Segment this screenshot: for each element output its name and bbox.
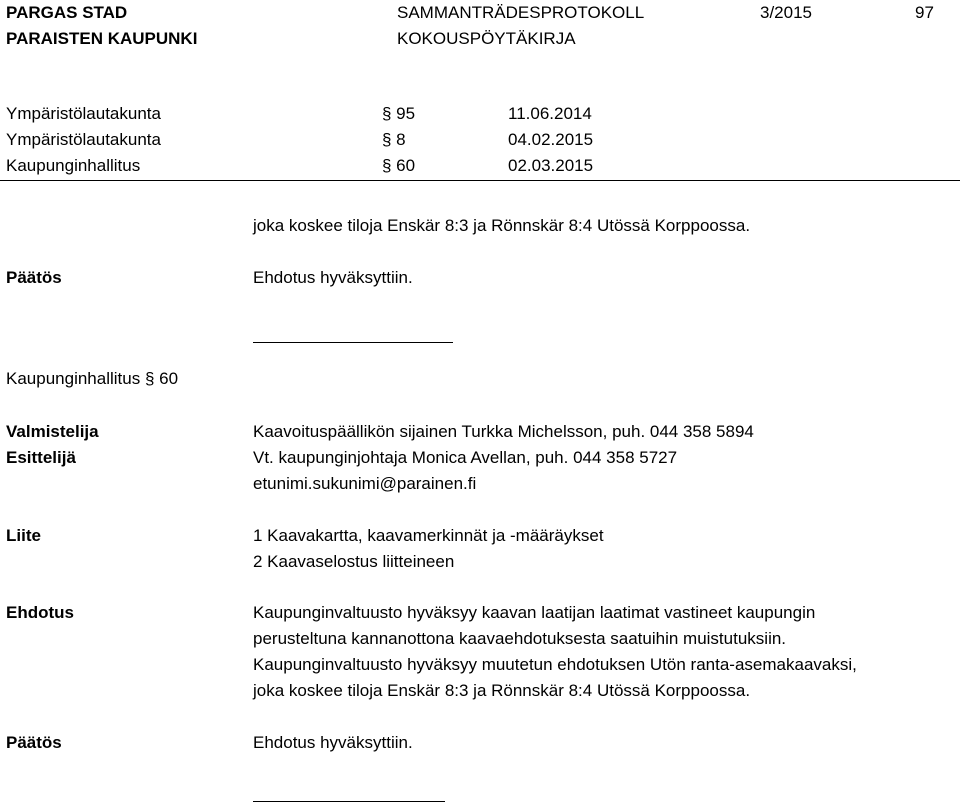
- prev-decision-text: Ehdotus hyväksyttiin.: [253, 268, 413, 287]
- liite-item: 1 Kaavakartta, kaavamerkinnät ja -määräykset: [253, 526, 604, 545]
- org-name-fi: PARGAS STAD: [6, 3, 128, 22]
- history-paragraph: § 8: [382, 130, 406, 149]
- section-title: Kaupunginhallitus § 60: [6, 369, 179, 388]
- page-number: 97: [915, 3, 934, 22]
- esittelija-label: Esittelijä: [6, 448, 76, 467]
- esittelija-text: Vt. kaupunginjohtaja Monica Avellan, puh. 044 358 5727: [253, 448, 678, 467]
- paatos-text: Ehdotus hyväksyttiin.: [253, 733, 413, 752]
- prev-decision-label: Päätös: [6, 268, 62, 287]
- separator-line: [253, 342, 453, 343]
- liite-label: Liite: [6, 526, 41, 545]
- org-name-sv: PARAISTEN KAUPUNKI: [6, 29, 198, 48]
- history-body: Ympäristölautakunta: [6, 104, 161, 123]
- valmistelija-text: Kaavoituspäällikön sijainen Turkka Michelsson, puh. 044 358 5894: [253, 422, 754, 441]
- history-date: 11.06.2014: [508, 104, 592, 123]
- header-divider: [0, 180, 960, 181]
- ehdotus-line: Kaupunginvaltuusto hyväksyy muutetun ehdotuksen Utön ranta-asemakaavaksi,: [253, 655, 857, 674]
- esittelija-email: etunimi.sukunimi@parainen.fi: [253, 474, 477, 493]
- ehdotus-line: perusteltuna kannanottona kaavaehdotuksesta saatuihin muistutuksiin.: [253, 629, 787, 648]
- ehdotus-line: Kaupunginvaltuusto hyväksyy kaavan laatijan laatimat vastineet kaupungin: [253, 603, 816, 622]
- doc-type-fi: KOKOUSPÖYTÄKIRJA: [397, 29, 576, 48]
- history-paragraph: § 95: [382, 104, 416, 123]
- protocol-number: 3/2015: [760, 3, 812, 22]
- history-body: Ympäristölautakunta: [6, 130, 161, 149]
- history-date: 04.02.2015: [508, 130, 594, 149]
- paatos-label: Päätös: [6, 733, 62, 752]
- doc-type-sv: SAMMANTRÄDESPROTOKOLL: [397, 3, 645, 22]
- carryover-text: joka koskee tiloja Enskär 8:3 ja Rönnskär 8:4 Utössä Korppoossa.: [253, 216, 751, 235]
- valmistelija-label: Valmistelija: [6, 422, 99, 441]
- history-body: Kaupunginhallitus: [6, 156, 141, 175]
- history-date: 02.03.2015: [508, 156, 594, 175]
- ehdotus-label: Ehdotus: [6, 603, 74, 622]
- liite-item: 2 Kaavaselostus liitteineen: [253, 552, 455, 571]
- ehdotus-line: joka koskee tiloja Enskär 8:3 ja Rönnskär 8:4 Utössä Korppoossa.: [253, 681, 751, 700]
- history-paragraph: § 60: [382, 156, 416, 175]
- end-separator-line: [253, 801, 445, 802]
